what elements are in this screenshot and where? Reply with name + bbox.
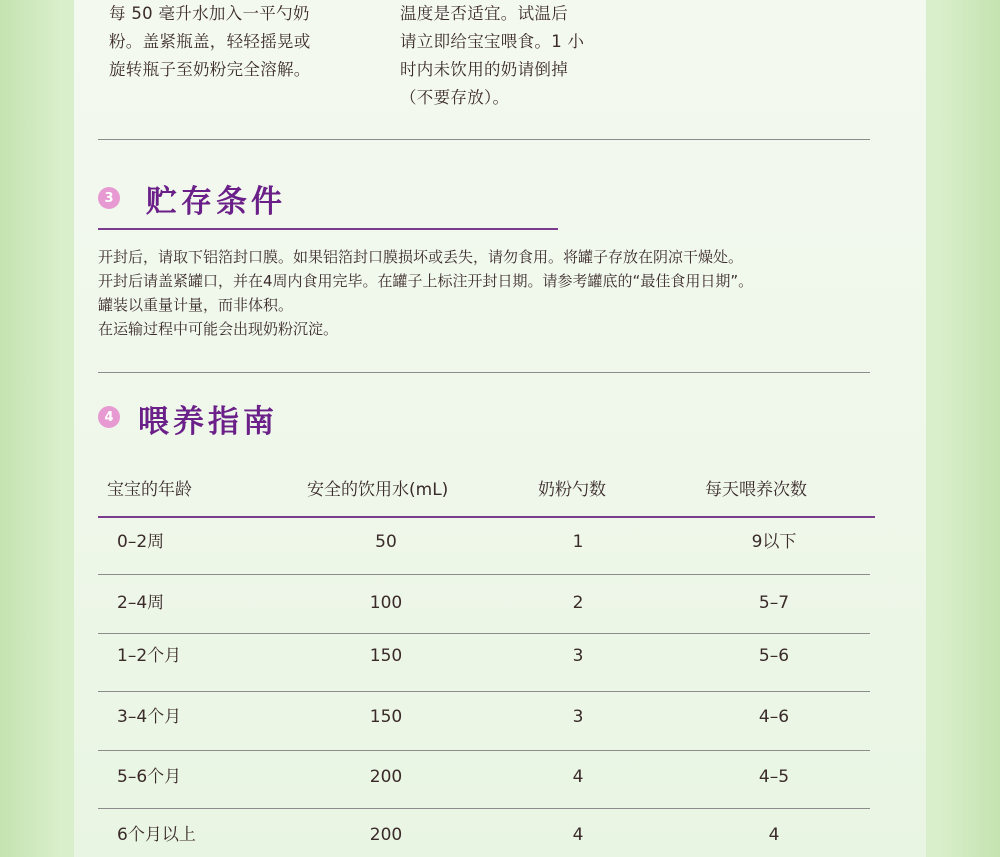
cell-water: 100 [369,593,403,613]
cell-water: 200 [369,825,403,845]
cell-scoops: 4 [572,825,584,845]
divider [98,139,870,140]
section-title-feeding: 喂养指南 [138,404,278,440]
prep-right-line: 时内未饮用的奶请倒掉 [400,60,568,79]
row-divider [98,808,870,809]
cell-scoops: 3 [572,707,584,727]
storage-line: 开封后，请取下铝箔封口膜。如果铝箔封口膜损坏或丢失，请勿食用。将罐子存放在阴凉干燥处。 [98,248,744,266]
divider [98,372,870,373]
cell-scoops: 4 [572,767,584,787]
cell-feeds: 5–6 [758,646,790,666]
cell-age: 5–6个月 [117,767,182,787]
cell-feeds: 4 [768,825,780,845]
cell-water: 150 [369,707,403,727]
cell-water: 50 [375,532,397,552]
row-divider [98,574,870,575]
prep-left-line: 旋转瓶子至奶粉完全溶解。 [109,60,311,79]
row-divider [98,750,870,751]
cell-age: 0–2周 [117,532,165,552]
cell-water: 150 [369,646,403,666]
cell-scoops: 3 [572,646,584,666]
cell-age: 6个月以上 [117,825,196,845]
table-header-age: 宝宝的年龄 [107,480,192,500]
section-number-badge: 4 [98,406,120,428]
prep-left-line: 每 50 毫升水加入一平勺奶 [109,4,310,23]
prep-left-text [109,0,311,84]
row-divider [98,691,870,692]
storage-line: 在运输过程中可能会出现奶粉沉淀。 [98,320,339,338]
cell-age: 2–4周 [117,593,165,613]
table-header-underline [98,516,875,518]
cell-feeds: 5–7 [758,593,790,613]
section-title-storage: 贮存条件 [146,184,286,220]
cell-water: 200 [369,767,403,787]
prep-right-text [400,0,584,112]
prep-right-line: 温度是否适宜。试温后 [400,4,568,23]
table-header-water: 安全的饮用水(mL) [307,480,449,500]
prep-right-line: 请立即给宝宝喂食。1 小 [400,32,585,51]
cell-feeds: 4–5 [758,767,790,787]
section-number-badge: 3 [98,187,120,209]
cell-feeds: 9以下 [751,532,797,552]
row-divider [98,633,870,634]
cell-age: 1–2个月 [117,646,182,666]
cell-age: 3–4个月 [117,707,182,727]
cell-scoops: 1 [572,532,584,552]
table-header-scoops: 奶粉勺数 [538,480,606,500]
storage-line: 罐装以重量计量，而非体积。 [98,296,294,314]
section-title-underline [98,228,558,230]
prep-left-line: 粉。盖紧瓶盖，轻轻摇晃或 [109,32,311,51]
storage-line: 开封后请盖紧罐口，并在4周内食用完毕。在罐子上标注开封日期。请参考罐底的“最佳食用日期”。 [98,272,754,290]
prep-right-line: （不要存放）。 [400,88,510,107]
storage-text [98,245,918,341]
cell-scoops: 2 [572,593,584,613]
table-header-feeds: 每天喂养次数 [705,480,807,500]
cell-feeds: 4–6 [758,707,790,727]
